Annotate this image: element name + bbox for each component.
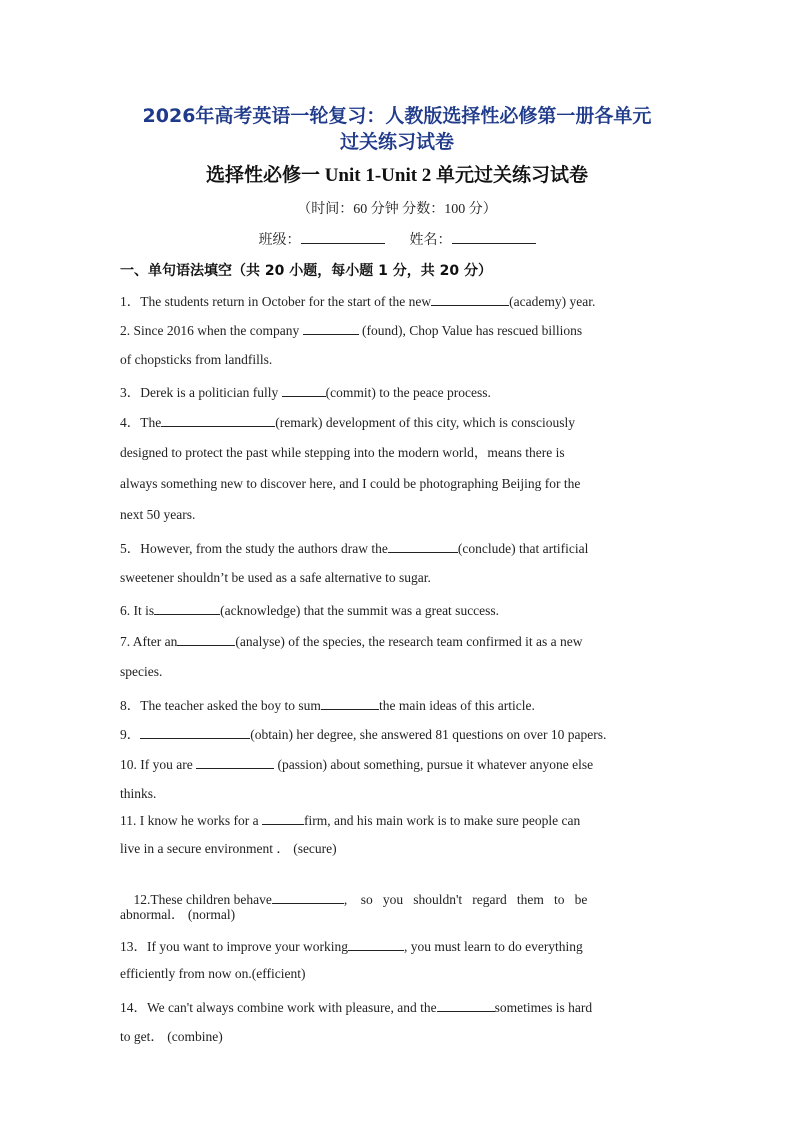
question-12-cont: abnormal． (normal): [120, 907, 236, 922]
question-5: 5．However, from the study the authors draw the (conclude) that artificial: [120, 541, 589, 556]
question-10: 10. If you are (passion) about something, pursue it whatever anyone else: [120, 757, 594, 772]
question-7: 7. After an (analyse) of the species, the research team confirmed it as a new: [120, 634, 583, 649]
question-14: 14．We can't always combine work with pleasure, and the sometimes is hard: [120, 1000, 593, 1015]
question-5-cont: sweetener shouldn’t be used as a safe alternative to sugar.: [120, 570, 431, 585]
answer-blank-3[interactable]: [282, 383, 326, 397]
question-9: 9． (obtain) her degree, she answered 81 questions on over 10 papers.: [120, 727, 607, 742]
question-2-cont: of chopsticks from landfills.: [120, 352, 273, 367]
exam-subtitle: 选择性必修一 Unit 1-Unit 2 单元过关练习试卷: [205, 165, 589, 186]
class-blank[interactable]: [301, 230, 385, 244]
page-title-line1: 2026年高考英语一轮复习：人教版选择性必修第一册各单元: [142, 105, 652, 127]
question-10-cont: thinks.: [120, 786, 157, 801]
answer-blank-4[interactable]: [161, 413, 275, 427]
question-4-cont-3: next 50 years.: [120, 507, 196, 522]
name-blank[interactable]: [452, 230, 536, 244]
answer-blank-5[interactable]: [388, 539, 458, 553]
question-11: 11. I know he works for a firm, and his main work is to make sure people can: [120, 813, 581, 828]
answer-blank-1[interactable]: [431, 292, 509, 306]
answer-blank-6[interactable]: [154, 601, 220, 615]
answer-blank-10[interactable]: [196, 755, 274, 769]
question-14-cont: to get． (combine): [120, 1029, 223, 1044]
question-2: 2. Since 2016 when the company (found), Chop Value has rescued billions: [120, 323, 583, 338]
answer-blank-2[interactable]: [303, 321, 359, 335]
name-label: 姓名：: [409, 233, 452, 248]
question-7-cont: species.: [120, 664, 163, 679]
question-6: 6. It is (acknowledge) that the summit was a great success.: [120, 603, 500, 618]
question-13: 13．If you want to improve your working , you must learn to do everything: [120, 939, 583, 954]
answer-blank-8[interactable]: [321, 696, 379, 710]
question-4-cont-1: designed to protect the past while stepping into the modern world，means there is: [120, 445, 565, 460]
question-13-cont: efficiently from now on.(efficient): [120, 966, 306, 981]
question-3: 3．Derek is a politician fully (commit) to the peace process.: [120, 385, 491, 400]
question-4: 4．The (remark) development of this city, which is consciously: [120, 415, 576, 430]
answer-blank-12[interactable]: [272, 890, 344, 904]
time-score-line: （时间：60 分钟 分数：100 分）: [297, 202, 497, 217]
question-12: 12.These children behave , so you shouldn't regard them to be: [133, 892, 588, 907]
answer-blank-13[interactable]: [348, 937, 404, 951]
answer-blank-11[interactable]: [262, 811, 304, 825]
question-4-cont-2: always something new to discover here, and I could be photographing Beijing for the: [120, 476, 581, 491]
section-heading: 一、单句语法填空（共 20 小题，每小题 1 分，共 20 分）: [120, 263, 492, 279]
question-1: 1．The students return in October for the start of the new (academy) year.: [120, 294, 596, 309]
question-8: 8．The teacher asked the boy to sum the main ideas of this article.: [120, 698, 535, 713]
class-name-line: [60, 229, 734, 249]
question-11-cont: live in a secure environment ． (secure): [120, 841, 337, 856]
page-title-line2: 过关练习试卷: [339, 131, 454, 153]
answer-blank-14[interactable]: [437, 998, 495, 1012]
answer-blank-7[interactable]: [177, 632, 235, 646]
answer-blank-9[interactable]: [140, 725, 250, 739]
class-label: 班级：: [258, 233, 301, 248]
